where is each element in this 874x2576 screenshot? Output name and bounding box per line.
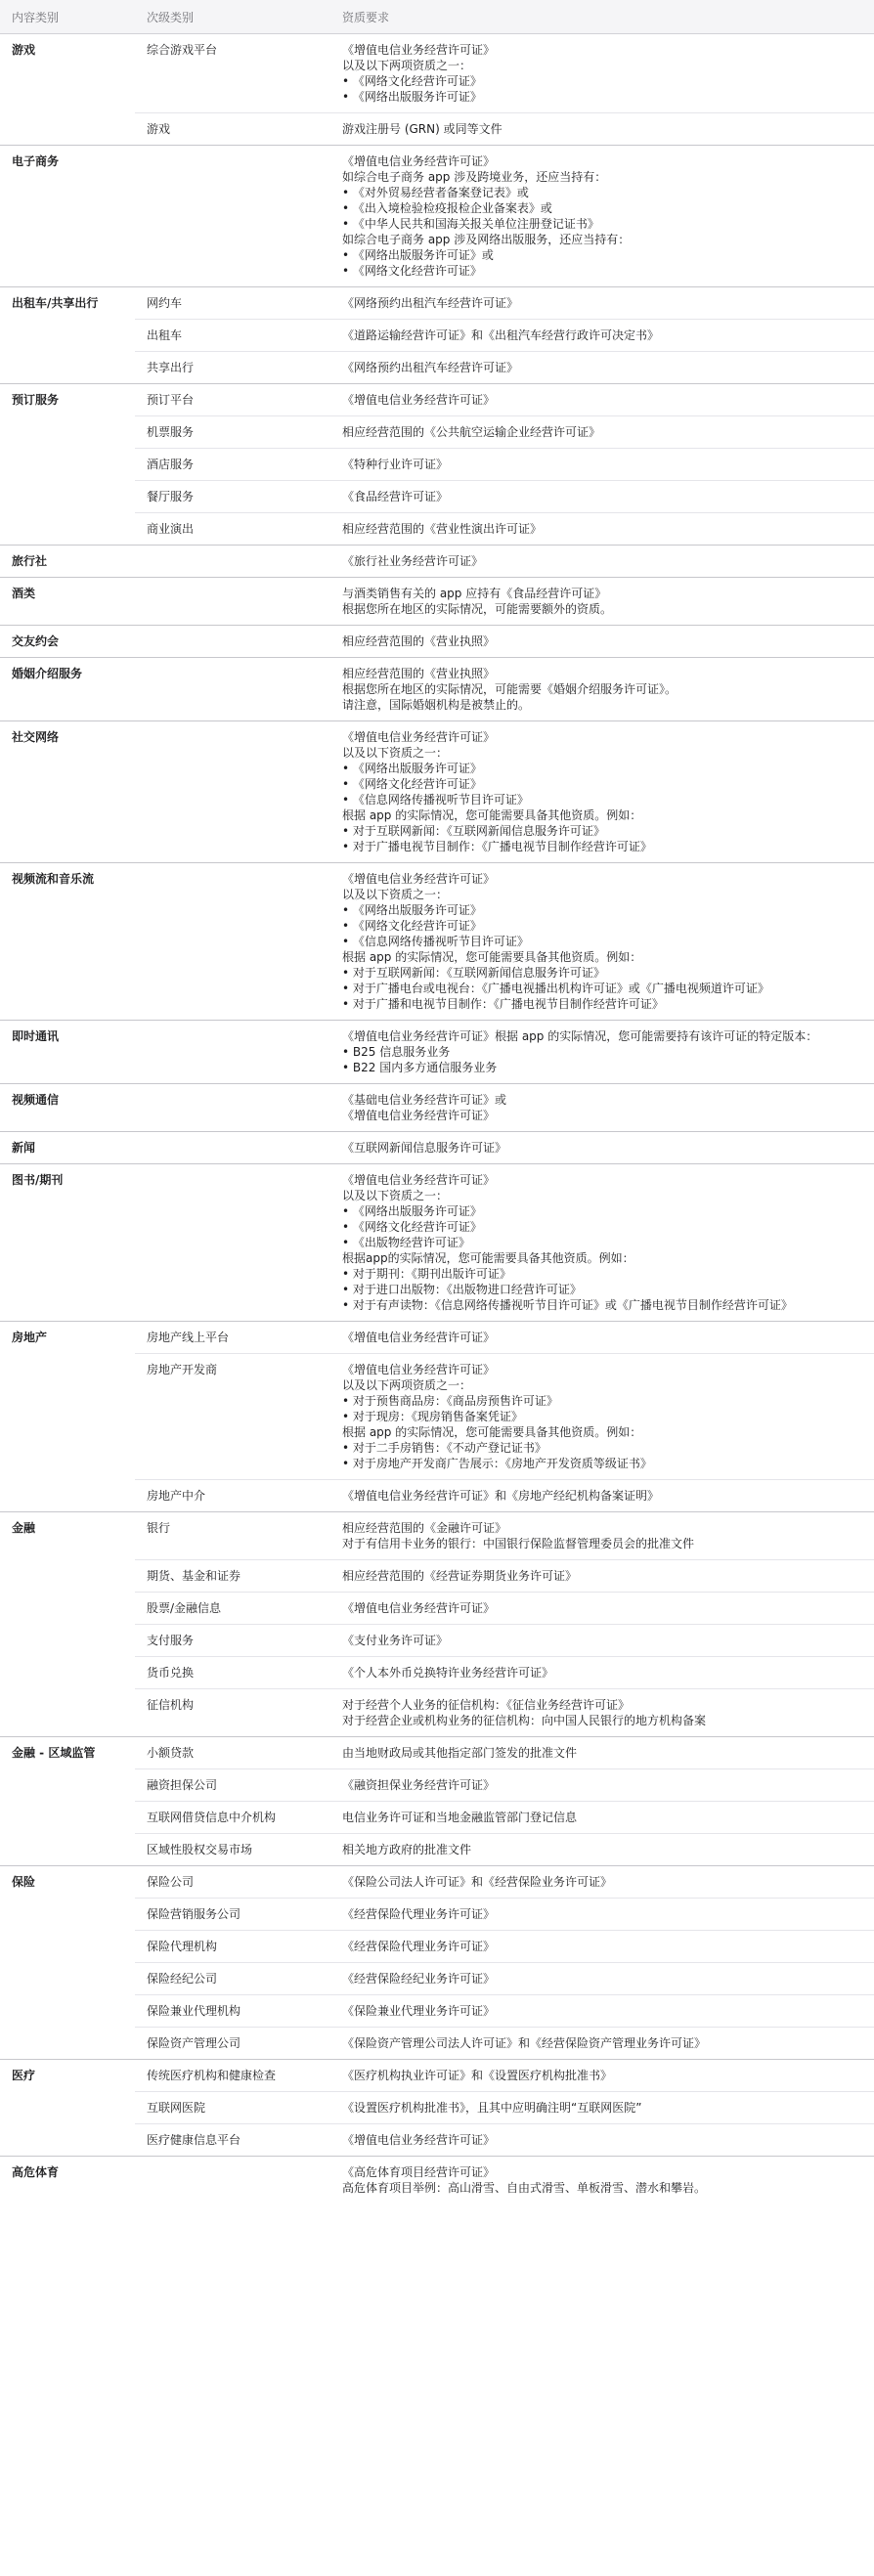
subcategory-cell: 房地产中介 [135, 1480, 330, 1512]
subcategory-cell: 综合游戏平台 [147, 43, 218, 57]
requirements-cell [330, 1512, 874, 1560]
requirements-cell [330, 721, 874, 863]
requirements-cell [330, 1625, 874, 1657]
subcategory-cell: 保险资产管理公司 [135, 2028, 330, 2060]
subcategory-cell [135, 1132, 330, 1164]
category-cell: 金融 [0, 1512, 135, 1737]
requirement-line: 请注意，国际婚姻机构是被禁止的。 [342, 698, 531, 712]
requirement-line: • 《网络出版服务许可证》 [342, 762, 482, 775]
requirement-line: • 《网络文化经营许可证》 [342, 919, 482, 933]
requirements-cell [330, 1769, 874, 1802]
subcategory-cell: 机票服务 [135, 416, 330, 449]
subcategory-cell: 游戏 [135, 113, 330, 146]
subcategory-cell: 保险代理机构 [135, 1931, 330, 1963]
requirement-line: 相应经营范围的《公共航空运输企业经营许可证》 [342, 425, 601, 439]
requirement-line: • 《网络出版服务许可证》或 [342, 248, 494, 262]
requirements-cell [330, 1560, 874, 1593]
requirements-cell [330, 2157, 874, 2205]
requirement-line: • 《网络文化经营许可证》 [342, 777, 482, 791]
category-cell: 游戏 [12, 43, 36, 57]
table-row [0, 1084, 874, 1132]
requirement-line: • 对于现房：《现房销售备案凭证》 [342, 1410, 523, 1423]
subcategory-cell: 房地产开发商 [135, 1354, 330, 1480]
requirement-line: • 对于互联网新闻：《互联网新闻信息服务许可证》 [342, 824, 605, 838]
requirement-line: 《增值电信业务经营许可证》根据 app 的实际情况，您可能需要持有该许可证的特定版本： [342, 1029, 818, 1043]
requirement-line: 《设置医疗机构批准书》，且其中应明确注明“互联网医院” [342, 2101, 642, 2115]
table-row [0, 1866, 874, 1899]
requirements-cell [330, 1995, 874, 2028]
requirements-cell [330, 1737, 874, 1769]
requirement-line: 《增值电信业务经营许可证》和《房地产经纪机构备案证明》 [342, 1489, 660, 1503]
requirement-line: 以及以下资质之一： [342, 1189, 449, 1202]
table-row [0, 658, 874, 721]
requirement-line: 如综合电子商务 app 涉及跨境业务，还应当持有： [342, 170, 607, 184]
table-body [0, 34, 874, 2205]
subcategory-cell [135, 1021, 330, 1084]
requirements-cell [330, 320, 874, 352]
requirements-cell [330, 2060, 874, 2092]
requirements-cell [330, 416, 874, 449]
subcategory-cell: 酒店服务 [135, 449, 330, 481]
requirements-cell [330, 449, 874, 481]
requirement-line: 《融资担保业务经营许可证》 [342, 1778, 496, 1792]
requirements-cell [330, 658, 874, 721]
subcategory-cell: 互联网医院 [135, 2092, 330, 2124]
requirement-line: 根据您所在地区的实际情况，可能需要《婚姻介绍服务许可证》。 [342, 682, 677, 696]
requirement-line: 《旅行社业务经营许可证》 [342, 554, 484, 568]
requirement-line: • 对于进口出版物：《出版物进口经营许可证》 [342, 1283, 582, 1296]
subcategory-cell: 保险营销服务公司 [135, 1899, 330, 1931]
requirement-line: 高危体育项目举例：高山滑雪、自由式滑雪、单板滑雪、潜水和攀岩。 [342, 2181, 707, 2195]
subcategory-cell: 融资担保公司 [135, 1769, 330, 1802]
requirements-cell [330, 1084, 874, 1132]
requirements-cell [330, 1132, 874, 1164]
requirement-line: • 对于互联网新闻：《互联网新闻信息服务许可证》 [342, 966, 605, 980]
requirement-line: 根据 app 的实际情况，您可能需要具备其他资质。例如： [342, 1425, 642, 1439]
requirement-line: 根据 app 的实际情况，您可能需要具备其他资质。例如： [342, 950, 642, 964]
subcategory-cell: 网约车 [135, 287, 330, 320]
requirements-cell [330, 34, 874, 113]
requirement-line: 相应经营范围的《营业执照》 [342, 634, 496, 648]
category-cell: 新闻 [0, 1132, 135, 1164]
requirement-line: 《增值电信业务经营许可证》 [342, 1363, 496, 1376]
category-cell: 保险 [0, 1866, 135, 2060]
requirements-cell [330, 1480, 874, 1512]
requirement-line: 《网络预约出租汽车经营许可证》 [342, 296, 519, 310]
category-cell: 视频通信 [0, 1084, 135, 1132]
requirements-cell [330, 1931, 874, 1963]
requirement-line: 根据 app 的实际情况，您可能需要具备其他资质。例如： [342, 808, 642, 822]
requirement-line: • 对于广播电台或电视台：《广播电视播出机构许可证》或《广播电视频道许可证》 [342, 982, 769, 995]
requirement-line: 《个人本外币兑换特许业务经营许可证》 [342, 1666, 554, 1680]
requirement-line: • 对于有声读物：《信息网络传播视听节目许可证》或《广播电视节目制作经营许可证》 [342, 1298, 793, 1312]
category-cell: 图书/期刊 [0, 1164, 135, 1322]
subcategory-cell: 预订平台 [135, 384, 330, 416]
requirement-line: 《经营保险代理业务许可证》 [342, 1940, 496, 1953]
subcategory-cell: 银行 [135, 1512, 330, 1560]
requirement-line: • 《对外贸易经营者备案登记表》或 [342, 186, 529, 199]
requirement-line: • 《网络出版服务许可证》 [342, 90, 482, 104]
requirement-line: 《增值电信业务经营许可证》 [342, 2133, 496, 2147]
category-cell: 预订服务 [0, 384, 135, 546]
table-row [0, 287, 874, 320]
table-row [0, 2060, 874, 2092]
requirements-cell [330, 2092, 874, 2124]
requirement-line: 《增值电信业务经营许可证》 [342, 872, 496, 886]
category-cell: 房地产 [0, 1322, 135, 1512]
requirements-cell [330, 1354, 874, 1480]
subcategory-cell [135, 658, 330, 721]
requirements-cell [330, 1021, 874, 1084]
header-subcategory: 次级类别 [135, 0, 330, 34]
table-row [0, 721, 874, 863]
subcategory-cell [135, 626, 330, 658]
requirement-line: • 对于预售商品房：《商品房预售许可证》 [342, 1394, 558, 1408]
category-cell: 社交网络 [0, 721, 135, 863]
requirements-cell [330, 1802, 874, 1834]
requirements-cell [330, 1689, 874, 1737]
table-row [0, 34, 874, 113]
subcategory-cell [135, 1164, 330, 1322]
requirements-cell [330, 481, 874, 513]
requirement-line: 《增值电信业务经营许可证》 [342, 154, 496, 168]
requirement-line: • B25 信息服务业务 [342, 1045, 451, 1059]
requirements-cell [330, 146, 874, 287]
requirements-cell [330, 1322, 874, 1354]
subcategory-cell [135, 863, 330, 1021]
table-header-row [0, 0, 874, 34]
requirements-cell [330, 1834, 874, 1866]
requirement-line: 《互联网新闻信息服务许可证》 [342, 1141, 507, 1155]
table-row [0, 146, 874, 287]
subcategory-cell: 医疗健康信息平台 [135, 2124, 330, 2157]
requirement-line: • 《网络文化经营许可证》 [342, 74, 482, 88]
subcategory-cell: 支付服务 [135, 1625, 330, 1657]
table-row [0, 863, 874, 1021]
requirement-line: 游戏注册号 (GRN) 或同等文件 [342, 122, 503, 136]
subcategory-cell: 货币兑换 [135, 1657, 330, 1689]
category-cell: 金融 - 区域监管 [0, 1737, 135, 1866]
requirement-line: • 《网络文化经营许可证》 [342, 264, 482, 278]
subcategory-cell: 股票/金融信息 [135, 1593, 330, 1625]
table-row [0, 1512, 874, 1560]
requirement-line: • 《出版物经营许可证》 [342, 1236, 470, 1249]
subcategory-cell: 餐厅服务 [135, 481, 330, 513]
requirements-cell [330, 1593, 874, 1625]
requirement-line: 《支付业务许可证》 [342, 1634, 449, 1647]
requirement-line: 相应经营范围的《经营证券期货业务许可证》 [342, 1569, 578, 1583]
requirements-cell [330, 1963, 874, 1995]
requirement-line: 《基础电信业务经营许可证》或 [342, 1093, 507, 1107]
category-cell: 酒类 [0, 578, 135, 626]
subcategory-cell [135, 721, 330, 863]
subcategory-cell: 征信机构 [135, 1689, 330, 1737]
requirement-line: 《经营保险代理业务许可证》 [342, 1907, 496, 1921]
requirements-cell [330, 113, 874, 146]
category-cell: 交友约会 [0, 626, 135, 658]
category-cell: 婚姻介绍服务 [0, 658, 135, 721]
table-row [0, 2157, 874, 2205]
subcategory-cell: 保险经纪公司 [135, 1963, 330, 1995]
category-cell: 出租车/共享出行 [0, 287, 135, 384]
subcategory-cell [135, 146, 330, 287]
requirement-line: 《医疗机构执业许可证》和《设置医疗机构批准书》 [342, 2069, 613, 2082]
category-cell: 旅行社 [0, 546, 135, 578]
subcategory-cell: 房地产线上平台 [135, 1322, 330, 1354]
requirement-line: 相应经营范围的《营业性演出许可证》 [342, 522, 543, 536]
requirement-line: • 《网络出版服务许可证》 [342, 903, 482, 917]
requirement-line: • 对于二手房销售：《不动产登记证书》 [342, 1441, 546, 1455]
requirement-line: • B22 国内多方通信服务业务 [342, 1061, 498, 1074]
requirement-line: • 《信息网络传播视听节目许可证》 [342, 793, 529, 807]
requirement-line: • 《网络出版服务许可证》 [342, 1204, 482, 1218]
requirement-line: 《保险兼业代理业务许可证》 [342, 2004, 496, 2018]
requirements-cell [330, 287, 874, 320]
subcategory-cell: 传统医疗机构和健康检查 [135, 2060, 330, 2092]
requirement-line: 根据app的实际情况，您可能需要具备其他资质。例如： [342, 1251, 634, 1265]
requirement-line: 《增值电信业务经营许可证》 [342, 730, 496, 744]
requirement-line: • 《信息网络传播视听节目许可证》 [342, 935, 529, 948]
table-row [0, 384, 874, 416]
requirement-line: 《保险公司法人许可证》和《经营保险业务许可证》 [342, 1875, 613, 1889]
requirements-cell [330, 1164, 874, 1322]
requirement-line: 相关地方政府的批准文件 [342, 1843, 472, 1856]
header-requirements: 资质要求 [330, 0, 874, 34]
table-row [0, 1132, 874, 1164]
requirement-line: • 《网络文化经营许可证》 [342, 1220, 482, 1234]
category-cell: 电子商务 [0, 146, 135, 287]
requirement-line: 《保险资产管理公司法人许可证》和《经营保险资产管理业务许可证》 [342, 2036, 707, 2050]
requirement-line: 《道路运输经营许可证》和《出租汽车经营行政许可决定书》 [342, 328, 660, 342]
subcategory-cell: 出租车 [135, 320, 330, 352]
table-row [0, 626, 874, 658]
requirement-line: 以及以下资质之一： [342, 746, 449, 760]
subcategory-cell [135, 1084, 330, 1132]
requirement-line: • 《出入境检验检疫报检企业备案表》或 [342, 201, 552, 215]
category-cell: 高危体育 [0, 2157, 135, 2205]
table-row [0, 1322, 874, 1354]
category-cell: 视频流和音乐流 [0, 863, 135, 1021]
requirements-cell [330, 863, 874, 1021]
requirement-line: 《增值电信业务经营许可证》 [342, 393, 496, 407]
subcategory-cell [135, 546, 330, 578]
requirement-line: • 对于房地产开发商广告展示：《房地产开发资质等级证书》 [342, 1457, 652, 1470]
table-row [0, 546, 874, 578]
subcategory-cell: 区域性股权交易市场 [135, 1834, 330, 1866]
category-cell: 医疗 [0, 2060, 135, 2157]
subcategory-cell: 互联网借贷信息中介机构 [135, 1802, 330, 1834]
requirement-line: 《增值电信业务经营许可证》 [342, 1109, 496, 1122]
requirements-cell [330, 1866, 874, 1899]
subcategory-cell: 保险兼业代理机构 [135, 1995, 330, 2028]
requirement-line: 对于经营企业或机构业务的征信机构：向中国人民银行的地方机构备案 [342, 1714, 707, 1727]
requirement-line: 对于有信用卡业务的银行：中国银行保险监督管理委员会的批准文件 [342, 1537, 695, 1550]
requirement-line: 《食品经营许可证》 [342, 490, 449, 503]
requirements-cell [330, 2124, 874, 2157]
requirements-cell [330, 1899, 874, 1931]
requirement-line: 《特种行业许可证》 [342, 458, 449, 471]
requirement-line: 如综合电子商务 app 涉及网络出版服务，还应当持有： [342, 233, 631, 246]
requirement-line: 《高危体育项目经营许可证》 [342, 2165, 496, 2179]
requirement-line: 《增值电信业务经营许可证》 [342, 1173, 496, 1187]
subcategory-cell [135, 2157, 330, 2205]
requirement-line: 《网络预约出租汽车经营许可证》 [342, 361, 519, 374]
requirement-line: 《增值电信业务经营许可证》 [342, 1601, 496, 1615]
subcategory-cell: 共享出行 [135, 352, 330, 384]
requirements-cell [330, 626, 874, 658]
requirement-line: 相应经营范围的《营业执照》 [342, 667, 496, 680]
requirement-line: 以及以下两项资质之一： [342, 59, 472, 72]
requirement-line: 《增值电信业务经营许可证》 [342, 1331, 496, 1344]
requirement-line: 由当地财政局或其他指定部门签发的批准文件 [342, 1746, 578, 1760]
requirements-cell [330, 2028, 874, 2060]
requirements-cell [330, 352, 874, 384]
subcategory-cell [135, 578, 330, 626]
requirement-line: 根据您所在地区的实际情况，可能需要额外的资质。 [342, 602, 613, 616]
requirement-line: 《增值电信业务经营许可证》 [342, 43, 496, 57]
requirements-cell [330, 513, 874, 546]
requirement-line: 电信业务许可证和当地金融监管部门登记信息 [342, 1811, 578, 1824]
subcategory-cell: 小额贷款 [135, 1737, 330, 1769]
requirement-line: 与酒类销售有关的 app 应持有《食品经营许可证》 [342, 587, 607, 600]
requirement-line: • 对于广播电视节目制作：《广播电视节目制作经营许可证》 [342, 840, 652, 853]
table-row [0, 1021, 874, 1084]
requirement-line: • 《中华人民共和国海关报关单位注册登记证书》 [342, 217, 599, 231]
requirements-cell [330, 1657, 874, 1689]
table-row [0, 578, 874, 626]
requirement-line: 对于经营个人业务的征信机构：《征信业务经营许可证》 [342, 1698, 631, 1712]
subcategory-cell: 商业演出 [135, 513, 330, 546]
table-row [0, 1737, 874, 1769]
requirement-line: 以及以下资质之一： [342, 888, 449, 901]
category-cell: 即时通讯 [0, 1021, 135, 1084]
header-content-category: 内容类别 [0, 0, 135, 34]
requirement-line: • 对于广播和电视节目制作：《广播电视节目制作经营许可证》 [342, 997, 664, 1011]
requirements-cell [330, 384, 874, 416]
table-row [0, 1164, 874, 1322]
requirement-line: 以及以下两项资质之一： [342, 1378, 472, 1392]
subcategory-cell: 期货、基金和证券 [135, 1560, 330, 1593]
requirements-cell [330, 546, 874, 578]
requirement-line: 《经营保险经纪业务许可证》 [342, 1972, 496, 1986]
requirements-cell [330, 578, 874, 626]
requirement-line: 相应经营范围的《金融许可证》 [342, 1521, 507, 1535]
subcategory-cell: 保险公司 [135, 1866, 330, 1899]
requirement-line: • 对于期刊：《期刊出版许可证》 [342, 1267, 511, 1281]
